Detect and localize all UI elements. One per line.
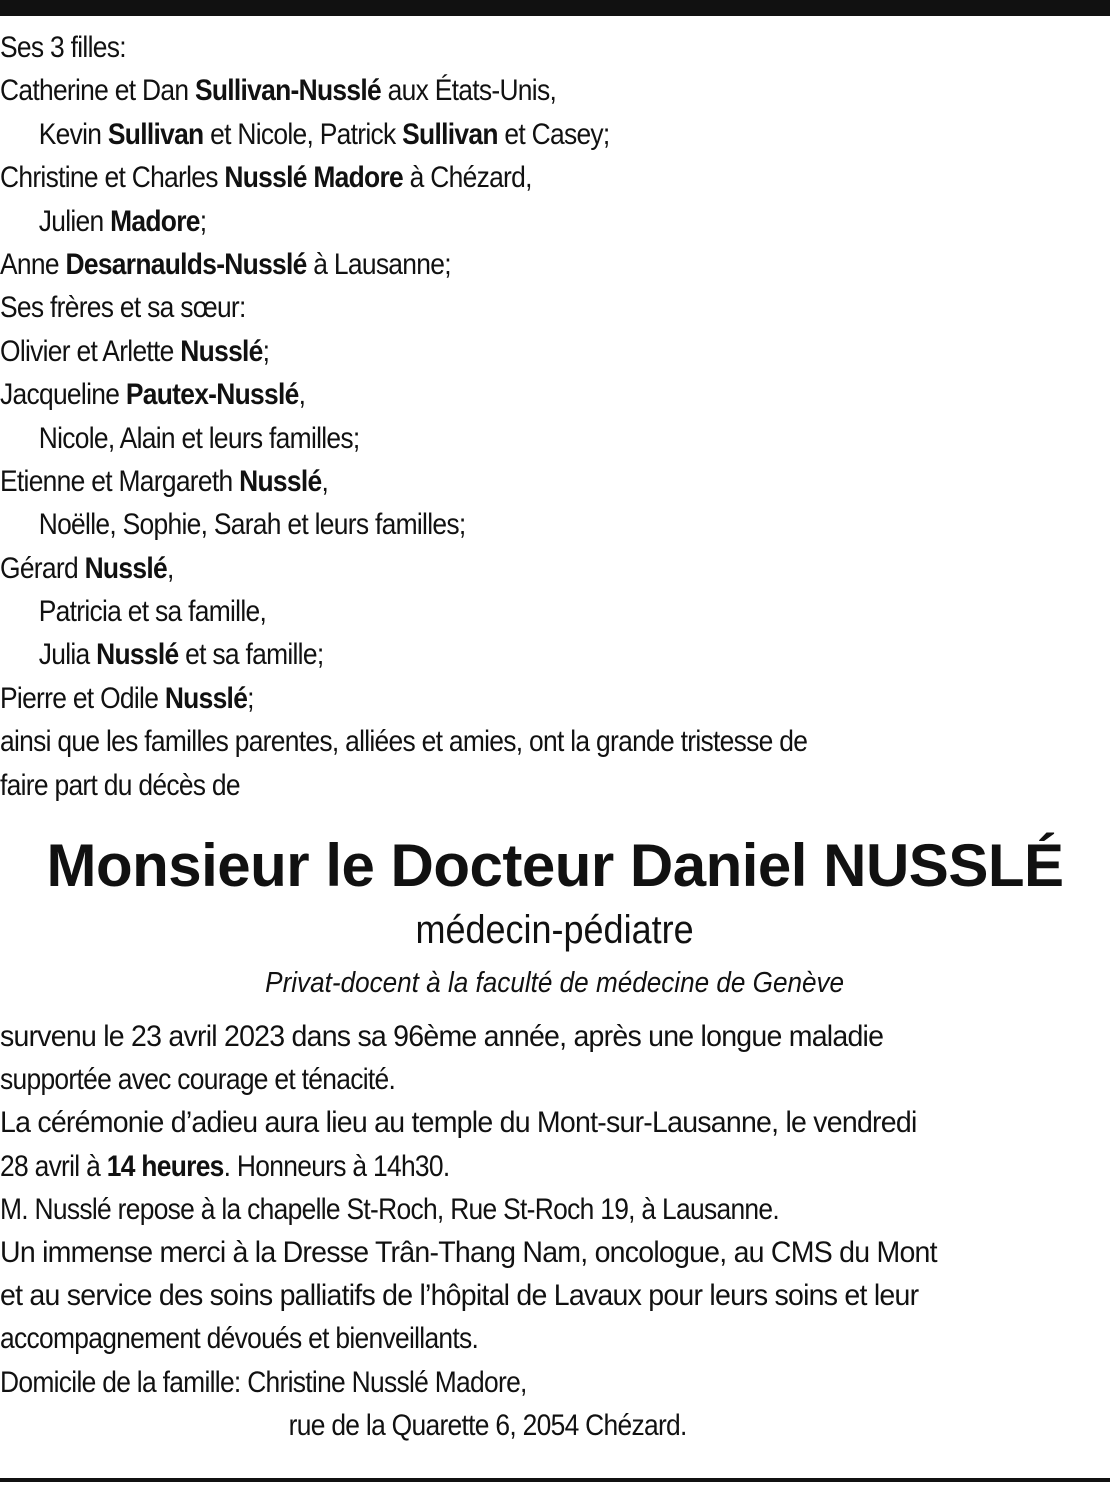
address-line: Domicile de la famille: Christine Nusslé Madore,: [0, 1365, 527, 1399]
announcement-line: faire part du décès de: [0, 768, 240, 802]
family-line: Kevin Sullivan et Nicole, Patrick Sullivan et Casey;: [38, 117, 610, 151]
deceased-title: Privat-docent à la faculté de médecine de Genève: [265, 967, 845, 1000]
bottom-rule: [0, 1478, 1110, 1482]
details-line: survenu le 23 avril 2023 dans sa 96ème année, après une longue maladie: [0, 1020, 884, 1054]
details-line: M. Nusslé repose à la chapelle St-Roch, Rue St-Roch 19, à Lausanne.: [0, 1192, 780, 1226]
details-line: Un immense merci à la Dresse Trân-Thang Nam, oncologue, au CMS du Mont: [0, 1235, 937, 1269]
family-line: Nicole, Alain et leurs familles;: [38, 421, 360, 455]
details-line: accompagnement dévoués et bienveillants.: [0, 1322, 479, 1356]
announcement-line: ainsi que les familles parentes, alliées et amies, ont la grande tristesse de: [0, 725, 808, 759]
address-line: rue de la Quarette 6, 2054 Chézard.: [288, 1408, 687, 1442]
details-line: 28 avril à 14 heures. Honneurs à 14h30.: [0, 1149, 450, 1183]
family-line: Anne Desarnaulds-Nusslé à Lausanne;: [0, 247, 451, 281]
family-list: [0, 26, 1110, 807]
obituary-notice: [0, 26, 1110, 1447]
family-line: Noëlle, Sophie, Sarah et leurs familles;: [38, 508, 466, 542]
family-line: Jacqueline Pautex-Nusslé,: [0, 378, 306, 412]
family-line: Patricia et sa famille,: [38, 595, 267, 629]
family-line: Olivier et Arlette Nusslé;: [0, 334, 270, 368]
family-line: Etienne et Margareth Nusslé,: [0, 464, 329, 498]
details-line: La cérémonie d’adieu aura lieu au temple du Mont-sur-Lausanne, le vendredi: [0, 1106, 917, 1140]
details-line: et au service des soins palliatifs de l’hôpital de Lavaux pour leurs soins et leur: [0, 1279, 919, 1313]
family-line: Pierre et Odile Nusslé;: [0, 681, 254, 715]
family-line: Julien Madore;: [38, 204, 207, 238]
family-line: Julia Nusslé et sa famille;: [38, 638, 324, 672]
daughters-heading: Ses 3 filles:: [0, 31, 126, 64]
details-line: supportée avec courage et ténacité.: [0, 1063, 396, 1097]
deceased-name: Monsieur le Docteur Daniel NUSSLÉ: [46, 832, 1064, 900]
family-line: Gérard Nusslé,: [0, 551, 174, 585]
details-text: [0, 1015, 1110, 1447]
family-line: Christine et Charles Nusslé Madore à Chézard,: [0, 161, 532, 195]
top-rule: [0, 0, 1110, 16]
family-line: Catherine et Dan Sullivan-Nusslé aux États-Unis,: [0, 74, 557, 108]
deceased-profession: médecin-pédiatre: [415, 908, 695, 953]
siblings-heading: Ses frères et sa sœur:: [0, 291, 246, 325]
